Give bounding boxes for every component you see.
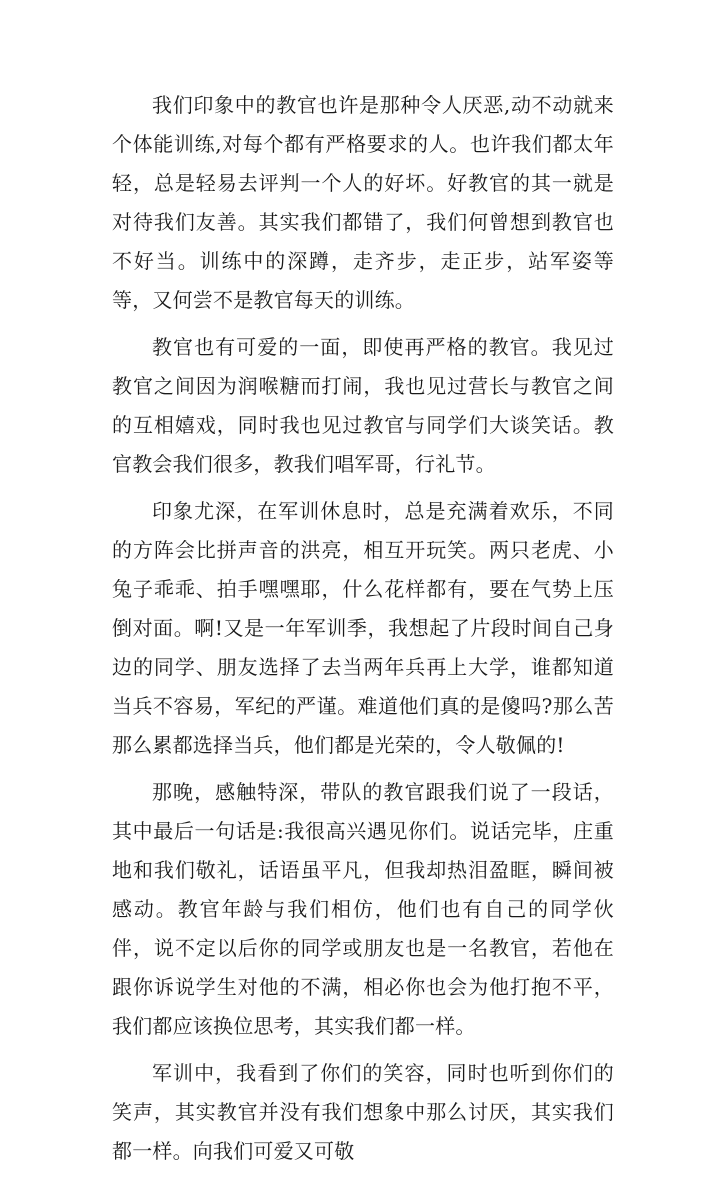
paragraph-5: 军训中，我看到了你们的笑容，同时也听到你们的笑声，其实教官并没有我们想象中那么讨厌，其实我们都一样。向我们可爱又可敬 bbox=[112, 1061, 614, 1163]
paragraph-2: 教官也有可爱的一面，即使再严格的教官。我见过教官之间因为润喉糖而打闹，我也见过营长与教官之间的互相嬉戏，同时我也见过教官与同学们大谈笑话。教官教会我们很多，教我们唱军哥，行礼节。 bbox=[112, 335, 614, 476]
paragraph-3: 印象尤深，在军训休息时，总是充满着欢乐，不同的方阵会比拼声音的洪亮，相互开玩笑。两只老虎、小兔子乖乖、拍手嘿嘿耶，什么花样都有，要在气势上压倒对面。啊!又是一年军训季，我想起了片段时间自己身边的同学、朋友选择了去当两年兵再上大学，谁都知道当兵不容易，军纪的严谨。难道他们真的是傻吗?那么苦那么累都选择当兵，他们都是光荣的，令人敬佩的! bbox=[112, 499, 614, 757]
document-body bbox=[112, 86, 614, 1179]
paragraph-4: 那晚，感触特深，带队的教官跟我们说了一段话，其中最后一句话是:我很高兴遇见你们。说话完毕，庄重地和我们敬礼，话语虽平凡，但我却热泪盈眶，瞬间被感动。教官年龄与我们相仿，他们也有自己的同学伙伴，说不定以后你的同学或朋友也是一名教官，若他在跟你诉说学生对他的不满，相必你也会为他打抱不平，我们都应该换位思考，其实我们都一样。 bbox=[112, 780, 614, 1038]
paragraph-1: 我们印象中的教官也许是那种令人厌恶,动不动就来个体能训练,对每个都有严格要求的人。也许我们都太年轻，总是轻易去评判一个人的好坏。好教官的其一就是对待我们友善。其实我们都错了，我们何曾想到教官也不好当。训练中的深蹲，走齐步，走正步，站军姿等等，又何尝不是教官每天的训练。 bbox=[112, 93, 614, 312]
